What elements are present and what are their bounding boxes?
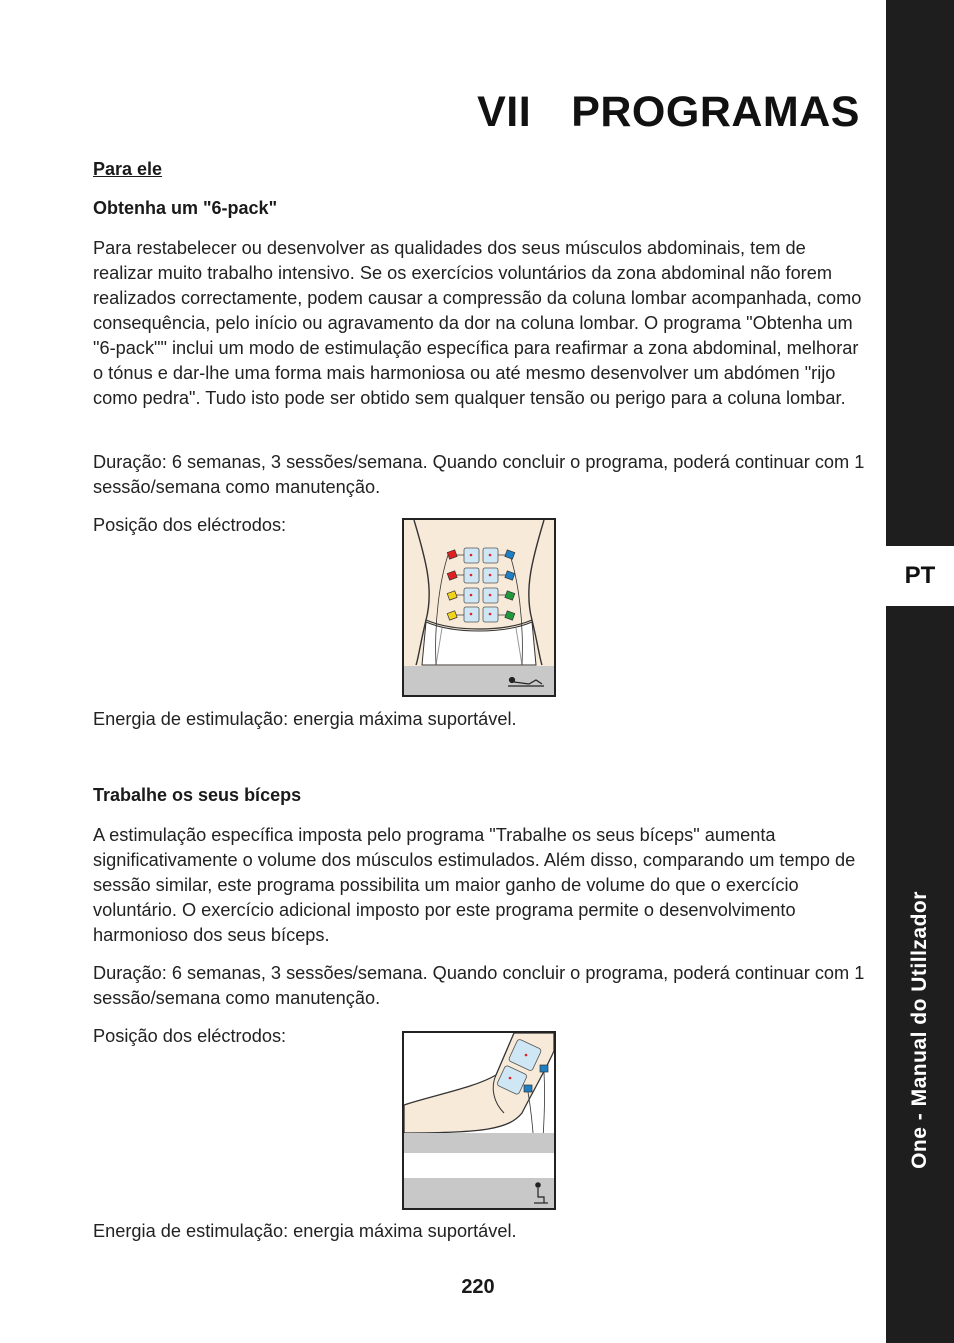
abdomen-illustration <box>404 520 554 695</box>
program2-description: A estimulação específica imposta pelo programa "Trabalhe os seus bíceps" aumenta significativamente o volume dos músculos estimulados. Além disso, comparando um tempo de sessão similar, este programa possibilita um maior ganho de volume do que o exercício voluntário. O exercício adicional imposto por este programa permite o desenvolvimento harmonioso dos seus bíceps. <box>93 825 856 945</box>
program2-energy: Energia de estimulação: energia máxima suportável. <box>93 1221 517 1241</box>
program2-title: Trabalhe os seus bíceps <box>93 785 302 805</box>
program2-duration: Duração: 6 semanas, 3 sessões/semana. Quando concluir o programa, poderá continuar com 1 sessão/semana como manutenção. <box>93 963 865 1008</box>
biceps-electrode-figure <box>402 1031 556 1210</box>
manual-title-vertical: One - Manual do Utillzador <box>908 891 931 1169</box>
program2-electrode-label: Posição dos eléctrodos: <box>93 1026 287 1046</box>
chapter-title: PROGRAMAS <box>571 88 860 136</box>
abdomen-electrode-figure <box>402 518 556 697</box>
program1-energy: Energia de estimulação: energia máxima suportável. <box>93 709 517 729</box>
section-heading: Para ele <box>93 159 163 179</box>
chapter-heading <box>477 88 860 137</box>
page-number: 220 <box>461 1276 495 1298</box>
program1-duration: Duração: 6 semanas, 3 sessões/semana. Quando concluir o programa, poderá continuar com 1 sessão/semana como manutenção. <box>93 452 865 497</box>
program1-title: Obtenha um "6-pack" <box>93 198 278 218</box>
language-tab[interactable]: PT <box>886 546 954 606</box>
program1-electrode-label: Posição dos eléctrodos: <box>93 515 287 535</box>
chapter-number: VII <box>477 88 532 136</box>
program1-description: Para restabelecer ou desenvolver as qualidades dos seus músculos abdominais, tem de realizar muito trabalho intensivo. Se os exercícios voluntários da zona abdominal não forem realizados correctamente, podem causar a compressão da coluna lombar acompanhada, como consequência, pelo início ou agravamento da dor na coluna lombar. O programa "Obtenha um "6-pack"" inclui um modo de estimulação específica para reafirmar a zona abdominal, melhorar o tónus e dar-lhe uma forma mais harmoniosa ou até mesmo desenvolver um abdómen "rijo como pedra". Tudo isto pode ser obtido sem qualquer tensão ou perigo para a coluna lombar. <box>93 238 862 408</box>
biceps-illustration <box>404 1033 554 1208</box>
